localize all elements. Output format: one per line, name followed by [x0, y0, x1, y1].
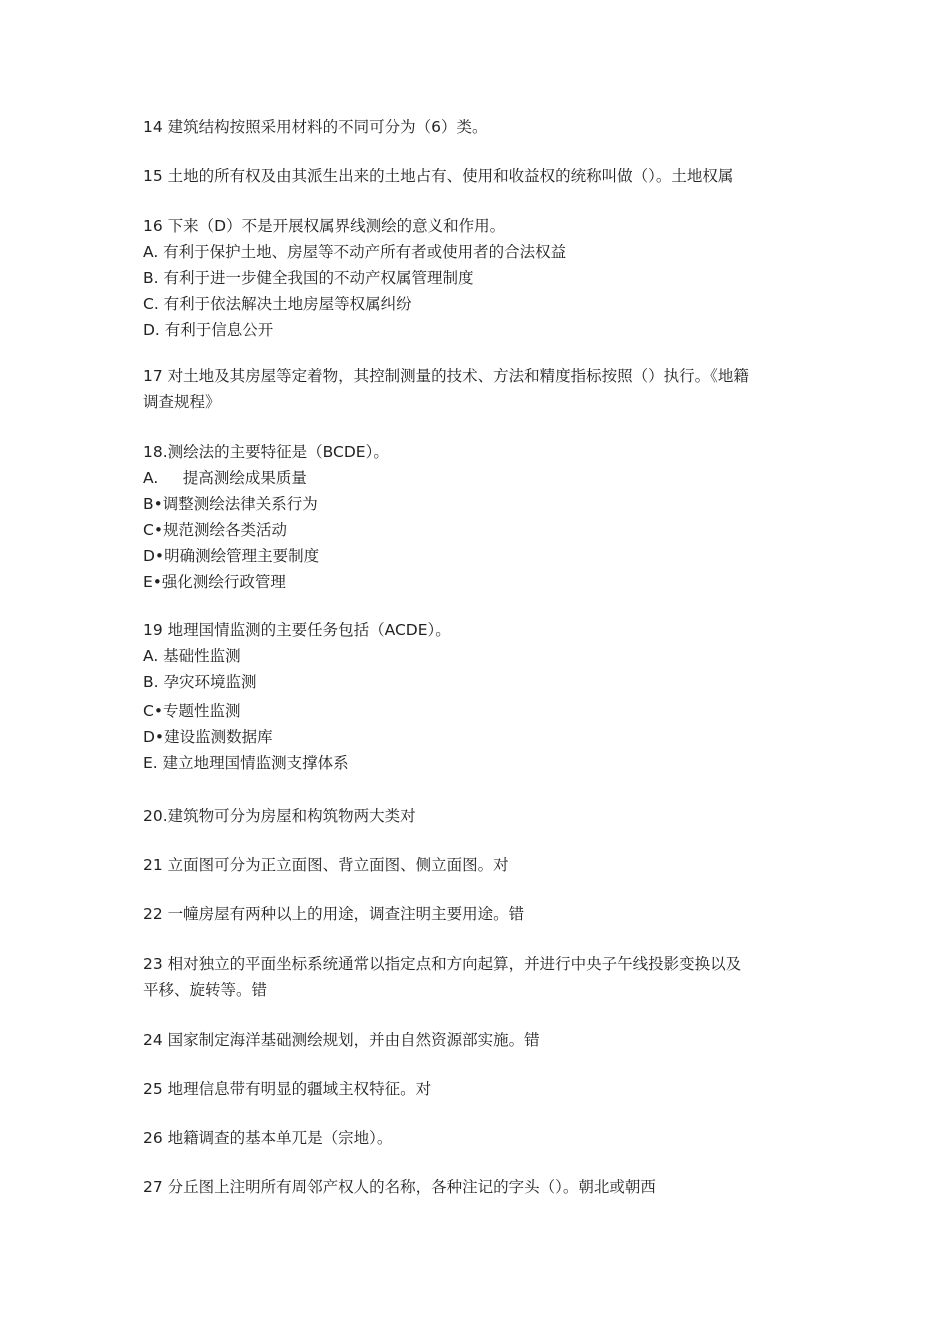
- option-d: D. 有利于信息公开: [143, 321, 274, 339]
- question-text: 21 立面图可分为正立面图、背立面图、侧立面图。对: [143, 856, 509, 874]
- option-d: D•建设监测数据库: [143, 728, 273, 746]
- option-e: E. 建立地理国情监测支撑体系: [143, 754, 349, 772]
- question-text: 22 一幢房屋有两种以上的用途，调查注明主要用途。错: [143, 905, 525, 923]
- question-text: 25 地理信息带有明显的疆域主权特征。对: [143, 1080, 432, 1098]
- question-text-line-1: 17 对土地及其房屋等定着物，其控制测量的技术、方法和精度指标按照（）执行。《地籍: [143, 367, 749, 385]
- question-text: 16 下来（D）不是开展权属界线测绘的意义和作用。: [143, 217, 506, 235]
- question-text: 14 建筑结构按照采用材料的不同可分为（6）类。: [143, 118, 488, 136]
- question-23: [143, 951, 823, 1003]
- question-25: [143, 1076, 823, 1102]
- question-24: [143, 1027, 823, 1053]
- question-18: [143, 439, 823, 595]
- question-27: [143, 1174, 823, 1200]
- question-text: 26 地籍调查的基本单兀是（宗地）。: [143, 1129, 393, 1147]
- question-26: [143, 1125, 823, 1151]
- question-17: [143, 363, 823, 415]
- option-c: C•规范测绘各类活动: [143, 521, 287, 539]
- question-text: 24 国家制定海洋基础测绘规划，并由自然资源部实施。错: [143, 1031, 540, 1049]
- option-e: E•强化测绘行政管理: [143, 573, 286, 591]
- question-19: [143, 617, 823, 776]
- option-a: A. 提高测绘成果质量: [143, 469, 307, 487]
- question-21: [143, 852, 823, 878]
- question-15: [143, 163, 823, 189]
- question-text: 20.建筑物可分为房屋和构筑物两大类对: [143, 807, 416, 825]
- option-a: A. 有利于保护土地、房屋等不动产所有者或使用者的合法权益: [143, 243, 567, 261]
- option-c: C•专题性监测: [143, 702, 241, 720]
- option-b: B•调整测绘法律关系行为: [143, 495, 318, 513]
- question-text: 18.测绘法的主要特征是（BCDE）。: [143, 443, 389, 461]
- option-d: D•明确测绘管理主要制度: [143, 547, 320, 565]
- option-c: C. 有利于依法解决土地房屋等权属纠纷: [143, 295, 412, 313]
- option-a: A. 基础性监测: [143, 647, 241, 665]
- question-text-line-2: 平移、旋转等。错: [143, 981, 268, 999]
- question-22: [143, 901, 823, 927]
- question-14: [143, 114, 823, 140]
- question-16: [143, 213, 823, 343]
- option-b: B. 有利于进一步健全我国的不动产权属管理制度: [143, 269, 474, 287]
- question-text-line-2: 调查规程》: [143, 393, 221, 411]
- question-text: 27 分丘图上注明所有周邻产权人的名称，各种注记的字头（）。朝北或朝西: [143, 1178, 656, 1196]
- question-text: 19 地理国情监测的主要任务包括（ACDE）。: [143, 621, 451, 639]
- option-b: B. 孕灾环境监测: [143, 673, 257, 691]
- question-20: [143, 803, 823, 829]
- question-text-line-1: 23 相对独立的平面坐标系统通常以指定点和方向起算，并进行中央子午线投影变换以及: [143, 955, 742, 973]
- question-text: 15 土地的所有权及由其派生出来的土地占有、使用和收益权的统称叫做（）。土地权属: [143, 167, 734, 185]
